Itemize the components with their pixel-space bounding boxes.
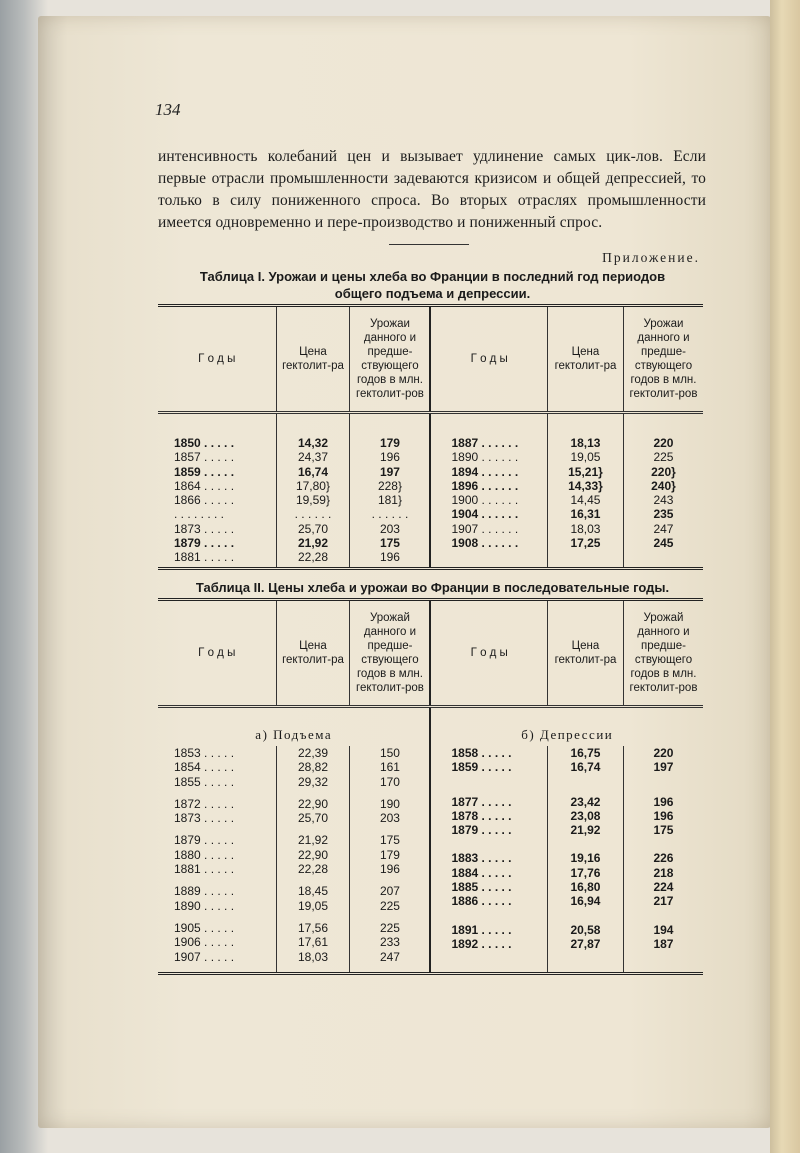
- table2-year: 1873 . . . . .: [174, 811, 235, 826]
- table2-price: 16,94: [570, 894, 601, 909]
- group-gap: [283, 825, 344, 833]
- table2-price: 27,87: [570, 936, 601, 951]
- group-gap: [174, 876, 270, 884]
- table2-year: 1907 . . . . .: [174, 949, 235, 964]
- table2-price: 17,61: [297, 935, 328, 950]
- table2-price: 23,42: [570, 794, 601, 809]
- table2-harvest: 175: [379, 833, 400, 848]
- table1-header-harvest-right: Урожаи данного и предше-ствующего годов в млн. гектолит-ров: [623, 306, 703, 413]
- appendix-label: Приложение.: [602, 250, 700, 265]
- table2-harvest: 225: [379, 898, 400, 913]
- table2-harvest: 247: [379, 949, 400, 964]
- table1-year: 1894 . . . . . .: [451, 464, 519, 479]
- table2-price: 22,28: [297, 862, 328, 877]
- table2-header-price-right: Цена гектолит-ра: [547, 600, 623, 707]
- table2-harvest: 161: [379, 760, 400, 775]
- table1-right-prices: [547, 413, 623, 569]
- group-gap: [283, 913, 344, 921]
- table1-harvest: 247: [653, 521, 674, 536]
- table2-year: 1885 . . . . .: [451, 880, 512, 895]
- table1-left-years: [158, 413, 276, 569]
- table2-caption: Таблица II. Цены хлеба и урожаи во Франции в последовательные годы.: [195, 580, 670, 595]
- group-gap: [356, 913, 423, 921]
- table2-price: 18,03: [297, 949, 328, 964]
- table1-price: 18,03: [570, 521, 601, 536]
- table2-year: 1878 . . . . .: [451, 808, 512, 823]
- table1-header-price: Цена гектолит-ра: [276, 306, 350, 413]
- table2-subheading-left: а) Подъема: [255, 727, 333, 742]
- table1-year: 1907 . . . . . .: [451, 521, 519, 536]
- table1-price: 19,59}: [295, 493, 330, 508]
- table2-price: 20,58: [570, 922, 601, 937]
- table1-harvest: 220: [653, 436, 674, 450]
- table2-left-years: [158, 746, 276, 973]
- table2-year: 1853 . . . . .: [174, 746, 235, 760]
- table2-header-harvest: Урожай данного и предше-ствующего годов в млн. гектолит-ров: [350, 600, 431, 707]
- table1-price: 24,37: [297, 450, 328, 465]
- separator-line: [389, 244, 469, 245]
- group-gap: [554, 837, 617, 851]
- table2-price: 25,70: [297, 811, 328, 826]
- table1-harvest: 197: [379, 464, 400, 479]
- table1-price: 17,80}: [295, 478, 330, 493]
- table2-year: 1881 . . . . .: [174, 862, 235, 877]
- table2-harvest: 218: [653, 865, 674, 880]
- group-gap: [451, 775, 541, 795]
- table2-harvest: 190: [379, 796, 400, 811]
- table2-price: 19,05: [297, 898, 328, 913]
- table2-harvest: 196: [653, 794, 674, 809]
- table2-subheading-right: б) Депрессии: [521, 727, 614, 742]
- table1-price: 18,13: [570, 436, 601, 450]
- table2-harvest: 226: [653, 851, 674, 866]
- table2-year: 1879 . . . . .: [451, 823, 512, 838]
- table1-price: 14,32: [297, 436, 328, 450]
- table1-price: . . . . . .: [294, 507, 332, 522]
- table1-year: 1879 . . . . .: [174, 536, 235, 551]
- table2-year: 1890 . . . . .: [174, 898, 235, 913]
- table2-price: 21,92: [297, 833, 328, 848]
- group-gap: [630, 837, 697, 851]
- table1-year: 1881 . . . . .: [174, 550, 235, 565]
- table1-harvest: 196: [379, 450, 400, 465]
- table2-header-years: Г о д ы: [158, 600, 276, 707]
- table1-year: 1890 . . . . . .: [451, 450, 519, 465]
- table2-harvest: 207: [379, 884, 400, 899]
- table2-year: 1886 . . . . .: [451, 894, 512, 909]
- table1-harvest: 245: [653, 536, 674, 551]
- table1-year: 1896 . . . . . .: [451, 478, 519, 493]
- table1-year: 1850 . . . . .: [174, 436, 235, 450]
- table2-header-price: Цена гектолит-ра: [276, 600, 350, 707]
- table2-harvest: 187: [653, 936, 674, 951]
- table1-harvest: 203: [379, 521, 400, 536]
- table2-price: 19,16: [570, 851, 601, 866]
- table1-year: 1866 . . . . .: [174, 493, 235, 508]
- table2-harvest: 179: [379, 847, 400, 862]
- table1-harvest: 220}: [651, 464, 676, 479]
- table1-year: 1864 . . . . .: [174, 478, 235, 493]
- book-spine: [770, 0, 800, 1153]
- table2-price: 16,74: [570, 760, 601, 775]
- table2-harvest: 175: [653, 823, 674, 838]
- table1-header-years-right: Г о д ы: [430, 306, 547, 413]
- table2-year: 1872 . . . . .: [174, 796, 235, 811]
- table1-price: 17,25: [570, 536, 601, 551]
- table1-price: 19,05: [570, 450, 601, 465]
- table2-header-harvest-right: Урожай данного и предше-ствующего годов в млн. гектолит-ров: [623, 600, 703, 707]
- table2-harvest: 196: [379, 862, 400, 877]
- table1-harvest: 225: [653, 450, 674, 465]
- table2-right-years: [430, 746, 547, 973]
- table2-price: 29,32: [297, 774, 328, 789]
- table1-price: 14,45: [570, 493, 601, 508]
- table1-right-harvests: [623, 413, 703, 569]
- group-gap: [630, 775, 697, 795]
- table2-price: 17,56: [297, 920, 328, 935]
- table2-harvest: 220: [653, 746, 674, 760]
- group-gap: [554, 775, 617, 795]
- table2-left-harvests: [350, 746, 431, 973]
- table1-year: 1908 . . . . . .: [451, 536, 519, 551]
- table2-year: 1858 . . . . .: [451, 746, 512, 760]
- table1-header-years: Г о д ы: [158, 306, 276, 413]
- table1-year: 1859 . . . . .: [174, 464, 235, 479]
- table1-price: 21,92: [297, 536, 328, 551]
- table1-caption: [150, 268, 715, 302]
- table2-harvest: 225: [379, 920, 400, 935]
- table1: [158, 304, 703, 570]
- table2-harvest: 217: [653, 894, 674, 909]
- table1-harvest: 235: [653, 507, 674, 522]
- page-number: 134: [155, 100, 181, 119]
- table1-right-years: [430, 413, 547, 569]
- table1-harvest: 228}: [377, 478, 402, 493]
- table1-left-prices: [276, 413, 350, 569]
- table1-header-price-right: Цена гектолит-ра: [547, 306, 623, 413]
- group-gap: [174, 789, 270, 797]
- table2-sub-right-cell: [430, 707, 703, 747]
- table2-year: 1883 . . . . .: [451, 851, 512, 866]
- table2-year: 1879 . . . . .: [174, 833, 235, 848]
- table1-harvest: 175: [379, 536, 400, 551]
- table1-year: 1887 . . . . . .: [451, 436, 519, 450]
- group-gap: [174, 913, 270, 921]
- body-paragraph: интенсивность колебаний цен и вызывает удлинение самых цик-лов. Если первые отрасли промышленности задеваются кризисом и общей депрессией, то только в силу пониженного спроса. Во вторых отраслях промышленности имеется одновременно и пере-производство и пониженный спрос.: [158, 148, 706, 231]
- table2-year: 1892 . . . . .: [451, 936, 512, 951]
- table1-header-harvest: Урожаи данного и предше-ствующего годов в млн. гектолит-ров: [350, 306, 431, 413]
- group-gap: [451, 909, 541, 923]
- table1-price: 25,70: [297, 521, 328, 536]
- table2-price: 21,92: [570, 823, 601, 838]
- table1-caption-line1: Таблица I. Урожаи и цены хлеба во Франции в последний год периодов: [199, 269, 666, 284]
- table2-price: 22,90: [297, 796, 328, 811]
- table2-year: 1905 . . . . .: [174, 920, 235, 935]
- group-gap: [451, 837, 541, 851]
- table2-year: 1880 . . . . .: [174, 847, 235, 862]
- table2-price: 22,90: [297, 847, 328, 862]
- table2-price: 16,80: [570, 880, 601, 895]
- table2-right-harvests: [623, 746, 703, 973]
- table1-harvest: 196: [379, 550, 400, 565]
- table1-year: 1900 . . . . . .: [451, 493, 519, 508]
- table2-harvest: 224: [653, 880, 674, 895]
- table2-price: 22,39: [297, 746, 328, 760]
- group-gap: [356, 789, 423, 797]
- table1-price: 22,28: [297, 550, 328, 565]
- table1-harvest: 243: [653, 493, 674, 508]
- group-gap: [356, 876, 423, 884]
- table2-price: 28,82: [297, 760, 328, 775]
- table2-right-prices: [547, 746, 623, 973]
- table2-year: 1855 . . . . .: [174, 774, 235, 789]
- table1-harvest: 240}: [651, 478, 676, 493]
- group-gap: [630, 909, 697, 923]
- table2-price: 23,08: [570, 808, 601, 823]
- table2-year: 1859 . . . . .: [451, 760, 512, 775]
- table1-year: 1904 . . . . . .: [451, 507, 519, 522]
- table2-harvest: 197: [653, 760, 674, 775]
- table1-price: 16,74: [297, 464, 328, 479]
- group-gap: [356, 825, 423, 833]
- table2-harvest: 203: [379, 811, 400, 826]
- table2-left-prices: [276, 746, 350, 973]
- table2-sub-left-cell: [158, 707, 430, 747]
- table2-year: 1877 . . . . .: [451, 794, 512, 809]
- table2-year: 1891 . . . . .: [451, 922, 512, 937]
- table2-year: 1906 . . . . .: [174, 935, 235, 950]
- group-gap: [283, 789, 344, 797]
- table2-price: 18,45: [297, 884, 328, 899]
- group-gap: [174, 825, 270, 833]
- table2-year: 1889 . . . . .: [174, 884, 235, 899]
- table2-harvest: 150: [379, 746, 400, 760]
- table2-harvest: 196: [653, 808, 674, 823]
- table1-price: 15,21}: [568, 464, 603, 479]
- group-gap: [283, 876, 344, 884]
- table2-header-years-right: Г о д ы: [430, 600, 547, 707]
- table1-left-harvests: [350, 413, 431, 569]
- table1-caption-line2: общего подъема и депрессии.: [334, 286, 531, 301]
- table1-year: . . . . . . . .: [174, 507, 225, 522]
- table1-price: 14,33}: [568, 478, 603, 493]
- table2-price: 17,76: [570, 865, 601, 880]
- table1-year: 1873 . . . . .: [174, 521, 235, 536]
- table2-year: 1884 . . . . .: [451, 865, 512, 880]
- table1-harvest: 179: [379, 436, 400, 450]
- table1-harvest: . . . . . .: [371, 507, 409, 522]
- table1-year: 1857 . . . . .: [174, 450, 235, 465]
- table2-harvest: 170: [379, 774, 400, 789]
- table1-harvest: 181}: [377, 493, 402, 508]
- table2-harvest: 233: [379, 935, 400, 950]
- table2-harvest: 194: [653, 922, 674, 937]
- table1-price: 16,31: [570, 507, 601, 522]
- group-gap: [554, 909, 617, 923]
- table2: [158, 598, 703, 975]
- table2-year: 1854 . . . . .: [174, 760, 235, 775]
- table2-price: 16,75: [570, 746, 601, 760]
